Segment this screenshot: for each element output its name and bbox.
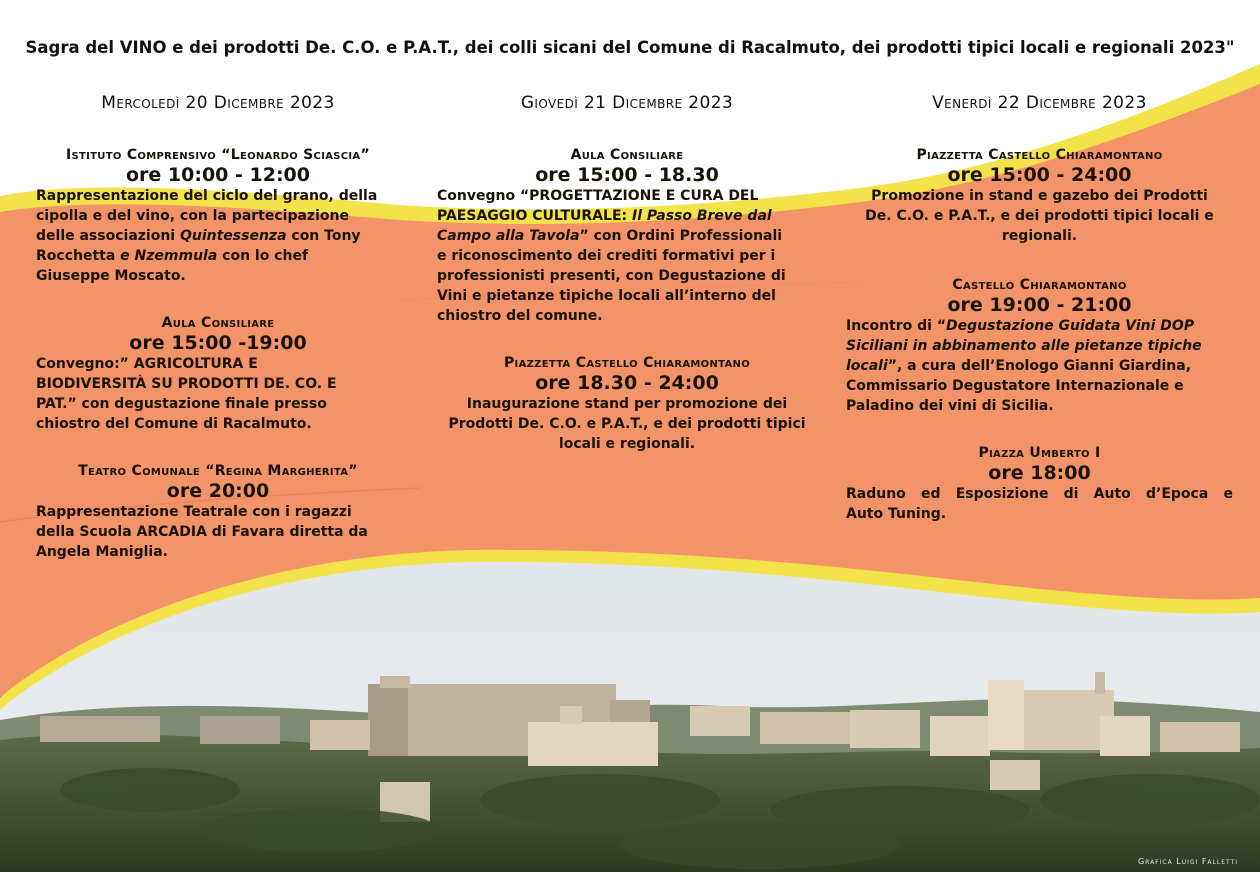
event-time: ore 18:00 [988,462,1091,484]
event-place: Piazzetta Castello Chiaramontano [503,355,750,371]
italic-text: locali [846,358,888,374]
event-description-line: Campo alla Tavola” con Ordini Professionali [437,228,783,244]
event-description-line: chiostro del comune. [437,308,603,324]
event-description-line: delle associazioni Quintessenza con Tony [36,228,361,244]
event-description-line: Rocchetta e Nzemmula con lo chef [36,248,309,264]
event-description-line: locali”, a cura dell’Enologo Gianni Giardina, [846,358,1192,374]
event-description-line: Auto Tuning. [846,506,947,522]
italic-text: Quintessenza [179,228,287,244]
event-description-line: della Scuola ARCADIA di Favara diretta da [36,524,368,540]
event-block [36,462,400,562]
event-description [846,186,1233,246]
event-description [437,186,817,326]
event-description-line: Giuseppe Moscato. [36,268,186,284]
italic-text: Degustazione Guidata Vini DOP [946,318,1195,334]
event-place: Aula Consiliare [570,147,684,163]
event-place: Aula Consiliare [161,315,275,331]
event-time: ore 15:00 -19:00 [129,332,307,354]
italic-text: e Nzemmula [120,248,218,264]
italic-text: Il Passo Breve dal [632,208,772,224]
event-place: Istituto Comprensivo “Leonardo Sciascia” [66,147,370,163]
event-description-line: Angela Maniglia. [36,544,168,560]
event-description [36,354,400,434]
event-description-line: e riconoscimento dei crediti formativi per i [437,248,776,264]
event-time: ore 19:00 - 21:00 [947,294,1132,316]
event-description [437,394,817,454]
event-description-line: Vini e pietanze tipiche locali all’interno del [437,288,776,304]
day-title: Mercoledì 20 Dicembre 2023 [101,93,335,113]
event-block [846,444,1233,524]
event-description-line: Promozione in stand e gazebo dei Prodotti [871,188,1208,204]
event-description-line [846,336,1233,356]
event-description-line: PAESAGGIO CULTURALE: Il Passo Breve dal [437,208,772,224]
italic-text: Siciliani in abbinamento alle pietanze tipiche [846,338,1202,354]
event-block [846,276,1233,416]
event-block [846,146,1233,246]
event-block [437,146,817,326]
event-description-line: Commissario Degustatore Internazionale e [846,378,1184,394]
event-description-line: Rappresentazione Teatrale con i ragazzi [36,504,352,520]
event-time: ore 10:00 - 12:00 [126,164,310,186]
event-description-line: Inaugurazione stand per promozione dei [466,396,788,412]
event-time: ore 20:00 [166,480,270,502]
event-description [846,484,1233,524]
event-block [36,314,400,434]
event-description [36,186,400,286]
event-place: Piazza Umberto I [978,445,1101,461]
event-block [36,146,400,286]
event-description-line: De. C.O. e P.A.T., e dei prodotti tipici locali e [865,208,1214,224]
event-description-line: chiostro del Comune di Racalmuto. [36,416,312,432]
event-description-line: Convegno:” AGRICOLTURA E [36,356,258,372]
event-time: ore 18.30 - 24:00 [535,372,719,394]
event-description-line: BIODIVERSITÀ SU PRODOTTI DE. CO. E [36,376,337,392]
italic-text: Campo alla Tavola [437,228,580,244]
event-description [846,316,1233,416]
event-description-line: regionali. [1001,228,1078,244]
event-description-line: cipolla e del vino, con la partecipazione [36,208,349,224]
event-time: ore 15:00 - 24:00 [947,164,1132,186]
event-place: Teatro Comunale “Regina Margherita” [78,463,358,479]
event-description-line: Paladino dei vini di Sicilia. [846,398,1054,414]
event-time: ore 15:00 - 18.30 [535,164,719,186]
event-description [36,502,400,562]
event-block [437,354,817,454]
page-title: Sagra del VINO e dei prodotti De. C.O. e P.A.T., dei colli sicani del Comune di Racalmuto, dei prodotti tipici locali e regionali 2023" [25,38,1235,57]
event-description-line: professionisti presenti, con Degustazione di [437,268,786,284]
event-description-line: Convegno “PROGETTAZIONE E CURA DEL [437,188,759,204]
event-description-line: PAT.” con degustazione finale presso [36,396,327,412]
event-description-line: locali e regionali. [558,436,696,452]
event-description-line: Prodotti De. C.O. e P.A.T., e dei prodotti tipici [448,416,806,432]
day-title: Giovedì 21 Dicembre 2023 [520,93,734,113]
event-description-line: Rappresentazione del ciclo del grano, della [36,188,378,204]
day-title: Venerdì 22 Dicembre 2023 [932,93,1147,113]
event-description-line: Raduno ed Esposizione di Auto d’Epoca e [846,486,1233,502]
event-description-line: Incontro di “Degustazione Guidata Vini DOP [846,318,1195,334]
event-place: Castello Chiaramontano [952,277,1127,293]
event-place: Piazzetta Castello Chiaramontano [916,147,1163,163]
graphic-credit: Grafica Luigi Falletti [1137,857,1238,866]
